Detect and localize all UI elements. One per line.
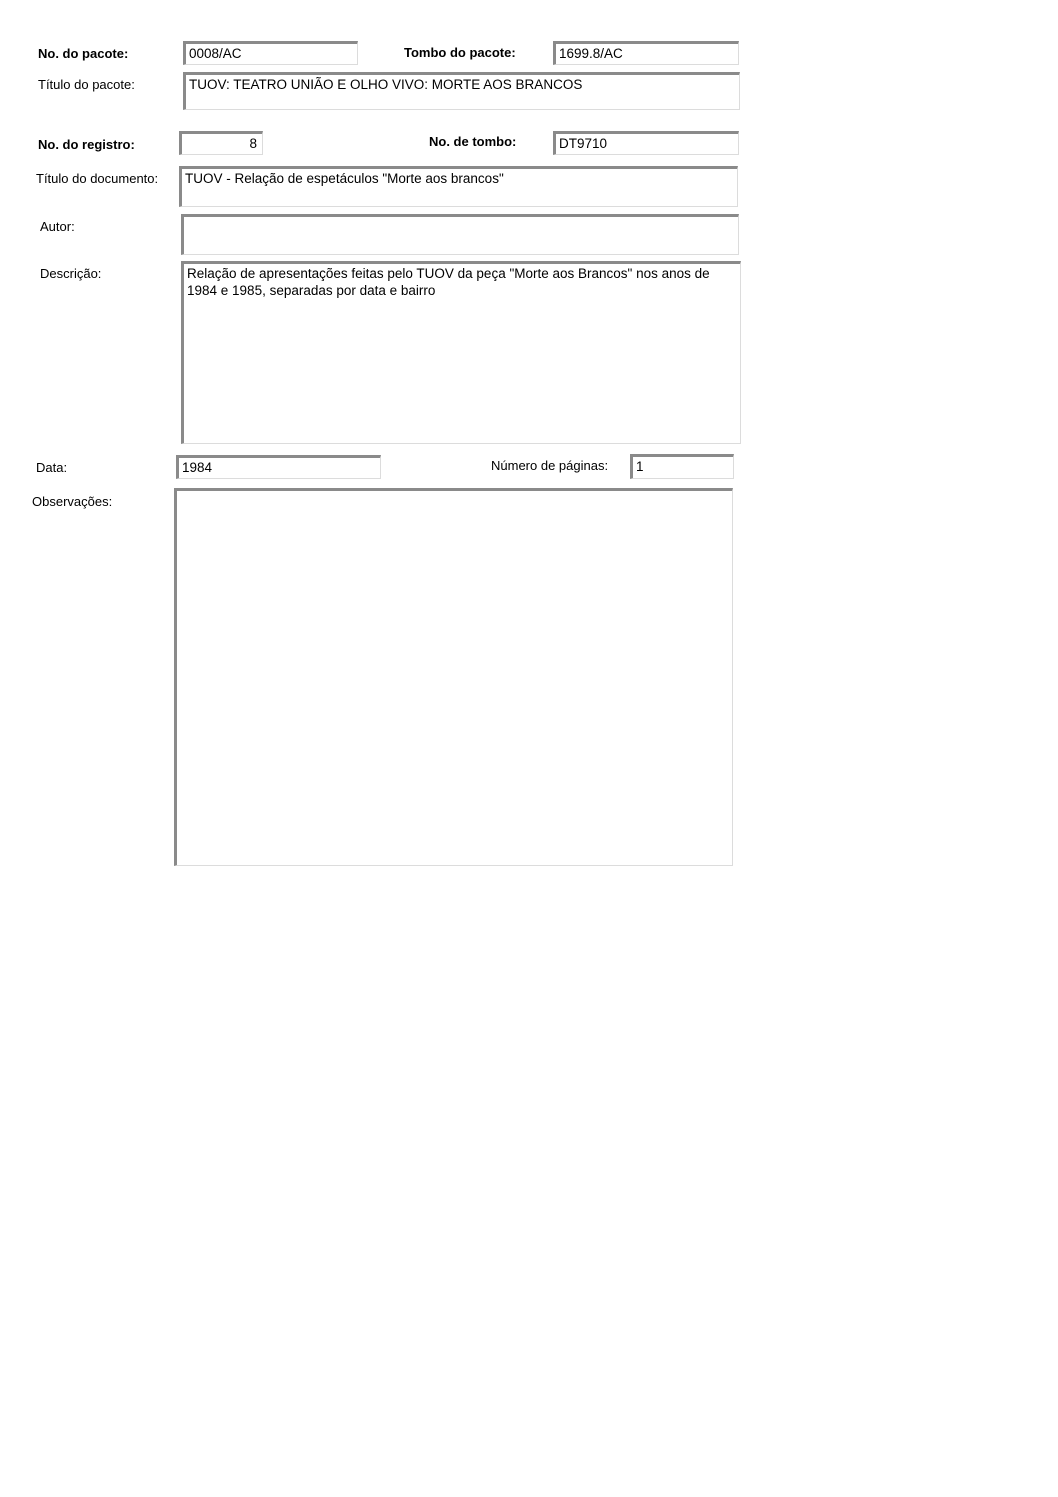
- package-tombo-label: Tombo do pacote:: [404, 45, 516, 60]
- observations-field[interactable]: [174, 488, 733, 866]
- author-field[interactable]: [181, 214, 739, 255]
- observations-label: Observações:: [32, 494, 113, 509]
- description-field[interactable]: Relação de apresentações feitas pelo TUOV da peça "Morte aos Brancos" nos anos de 1984 e 1985, separadas por data e bairro: [181, 261, 741, 444]
- date-field[interactable]: 1984: [176, 455, 381, 479]
- pages-field[interactable]: 1: [630, 454, 734, 479]
- package-tombo-field[interactable]: 1699.8/AC: [553, 41, 739, 65]
- package-number-label: No. do pacote:: [38, 46, 129, 61]
- pages-label: Número de páginas:: [491, 458, 609, 473]
- package-number-field[interactable]: 0008/AC: [183, 41, 358, 65]
- record-tombo-field[interactable]: DT9710: [553, 131, 739, 155]
- document-title-field[interactable]: TUOV - Relação de espetáculos "Morte aos brancos": [179, 166, 738, 207]
- package-title-label: Título do pacote:: [38, 77, 135, 92]
- document-title-label: Título do documento:: [36, 171, 159, 186]
- record-tombo-label: No. de tombo:: [429, 134, 517, 149]
- record-number-field[interactable]: 8: [179, 131, 263, 155]
- record-number-label: No. do registro:: [38, 137, 135, 152]
- author-label: Autor:: [40, 219, 75, 234]
- date-label: Data:: [36, 460, 68, 475]
- package-title-field[interactable]: TUOV: TEATRO UNIÃO E OLHO VIVO: MORTE AOS BRANCOS: [183, 72, 740, 110]
- description-label: Descrição:: [40, 266, 102, 281]
